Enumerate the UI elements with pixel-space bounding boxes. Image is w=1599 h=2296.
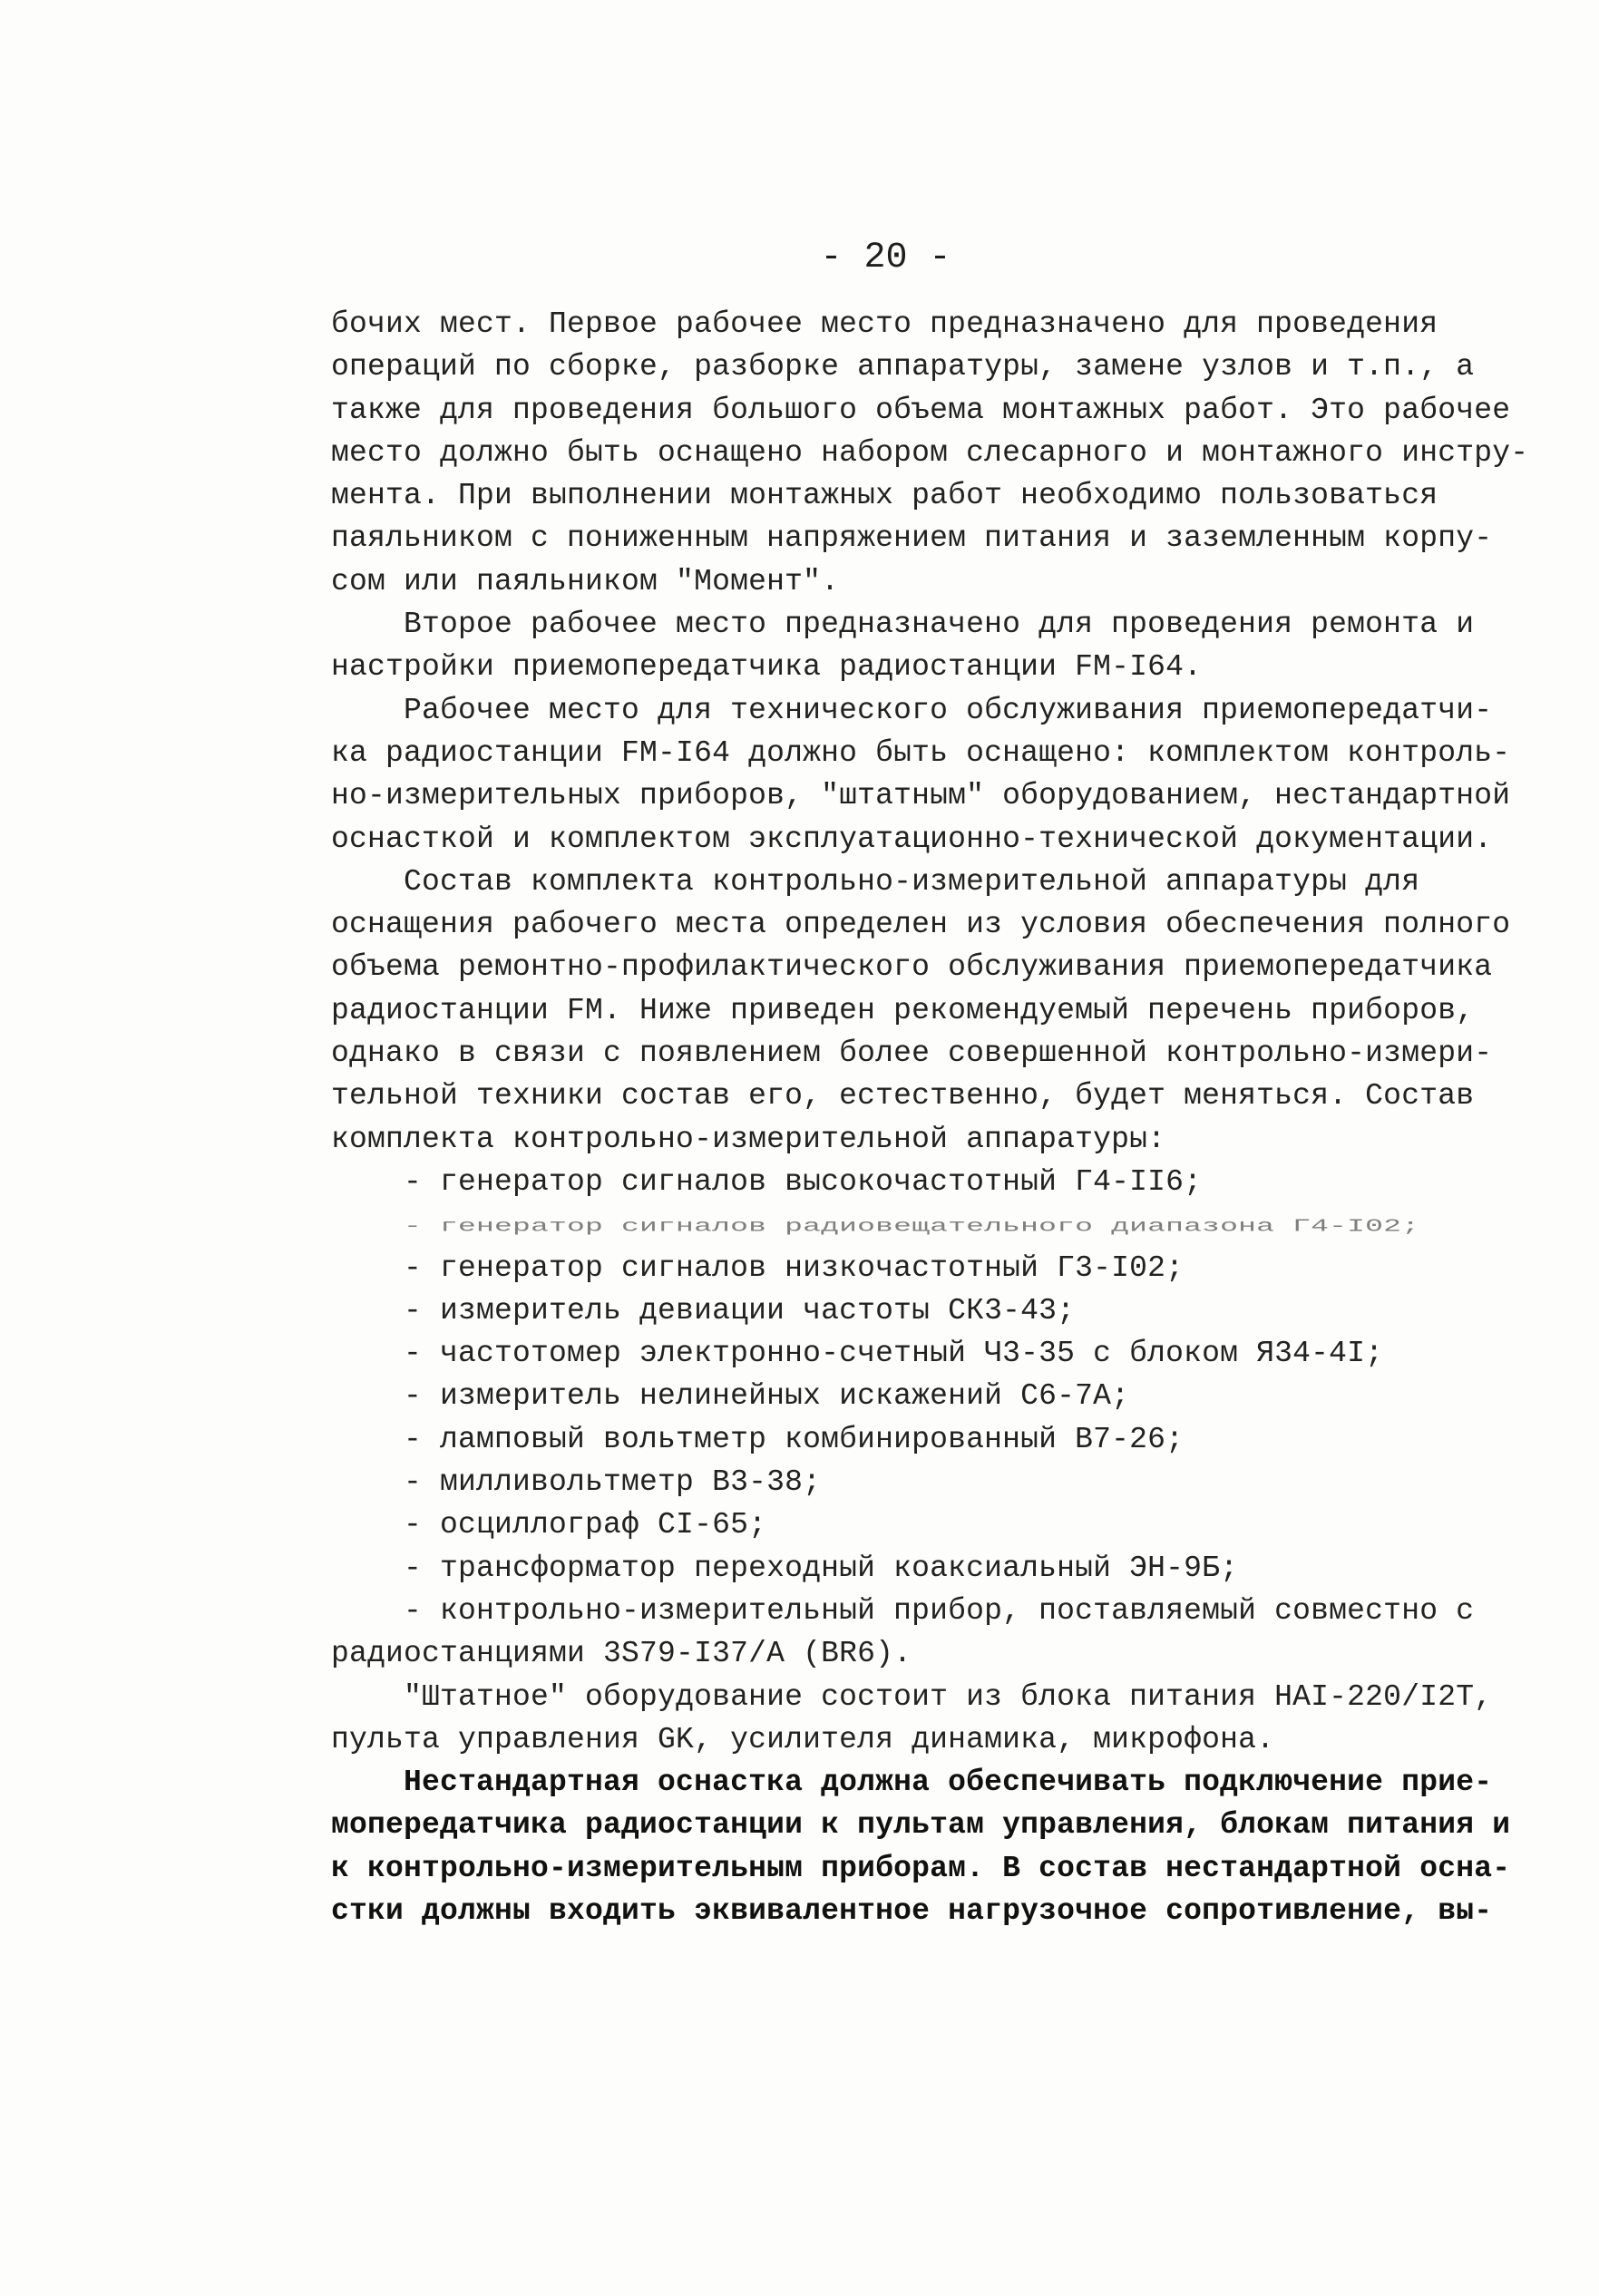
text-line: сом или паяльником "Момент". [331, 564, 840, 598]
list-item: - генератор сигналов высокочастотный Г4-II6; [331, 1164, 1203, 1199]
text-line: тельной техники состав его, естественно, будет меняться. Состав [331, 1079, 1475, 1114]
list-item: - контрольно-измерительный прибор, поставляемый совместно с [331, 1593, 1475, 1628]
body-text [331, 303, 1529, 1932]
text-line: ка радиостанции FM-I64 должно быть оснащено: комплектом контроль- [331, 735, 1511, 770]
list-item: - генератор сигналов низкочастотный Г3-I02; [331, 1250, 1185, 1285]
text-line: операций по сборке, разборке аппаратуры, замене узлов и т.п., а [331, 350, 1475, 384]
text-line: но-измерительных приборов, "штатным" оборудованием, нестандартной [331, 779, 1511, 813]
list-item: - частотомер электронно-счетный Ч3-35 с блоком Я34-4I; [331, 1337, 1384, 1371]
text-line: бочих мест. Первое рабочее место предназначено для проведения [331, 307, 1438, 341]
text-line: оснасткой и комплектом эксплуатационно-технической документации. [331, 822, 1493, 856]
text-line: Нестандартная оснастка должна обеспечивать подключение прие- [331, 1766, 1493, 1800]
text-line: Второе рабочее место предназначено для проведения ремонта и [331, 608, 1475, 642]
text-line: радиостанциями 3S79-I37/A (BR6). [331, 1637, 912, 1671]
text-line: пульта управления GK, усилителя динамика, микрофона. [331, 1722, 1275, 1756]
list-item: - осциллограф СI-65; [331, 1508, 767, 1542]
text-line: Рабочее место для технического обслуживания приемопередатчи- [331, 693, 1493, 727]
text-line: мента. При выполнении монтажных работ необходимо пользоваться [331, 479, 1438, 513]
text-line: к контрольно-измерительным приборам. В состав нестандартной осна- [331, 1851, 1511, 1885]
page-number: - 20 - [820, 238, 951, 278]
list-item: - генератор сигналов радиовещательного диапазона Г4-I02; [331, 1216, 1420, 1237]
text-line: однако в связи с появлением более совершенной контрольно-измери- [331, 1036, 1493, 1071]
list-item: - трансформатор переходный коаксиальный ЭН-9Б; [331, 1551, 1239, 1585]
text-line: оснащения рабочего места определен из условия обеспечения полного [331, 908, 1511, 942]
text-line: мопередатчика радиостанции к пультам управления, блокам питания и [331, 1808, 1511, 1843]
list-item: - измеритель нелинейных искажений С6-7А; [331, 1379, 1130, 1414]
text-line: паяльником с пониженным напряжением питания и заземленным корпу- [331, 521, 1493, 556]
text-line: Состав комплекта контрольно-измерительной аппаратуры для [331, 864, 1420, 899]
text-line: настройки приемопередатчика радиостанции FM-I64. [331, 650, 1203, 685]
text-line: место должно быть оснащено набором слесарного и монтажного инстру- [331, 435, 1529, 470]
text-line: объема ремонтно-профилактического обслуживания приемопередатчика [331, 950, 1493, 985]
text-line: комплекта контрольно-измерительной аппаратуры: [331, 1122, 1166, 1156]
text-line: "Штатное" оборудование состоит из блока питания HAI-220/I2T, [331, 1679, 1493, 1714]
text-line: радиостанции FM. Ниже приведен рекомендуемый перечень приборов, [331, 993, 1475, 1027]
list-item: - милливольтметр В3-38; [331, 1465, 822, 1500]
text-line: также для проведения большого объема монтажных работ. Это рабочее [331, 393, 1511, 427]
list-item: - ламповый вольтметр комбинированный В7-26; [331, 1422, 1185, 1456]
list-item: - измеритель девиации частоты СК3-43; [331, 1293, 1076, 1328]
text-line: стки должны входить эквивалентное нагрузочное сопротивление, вы- [331, 1893, 1493, 1928]
